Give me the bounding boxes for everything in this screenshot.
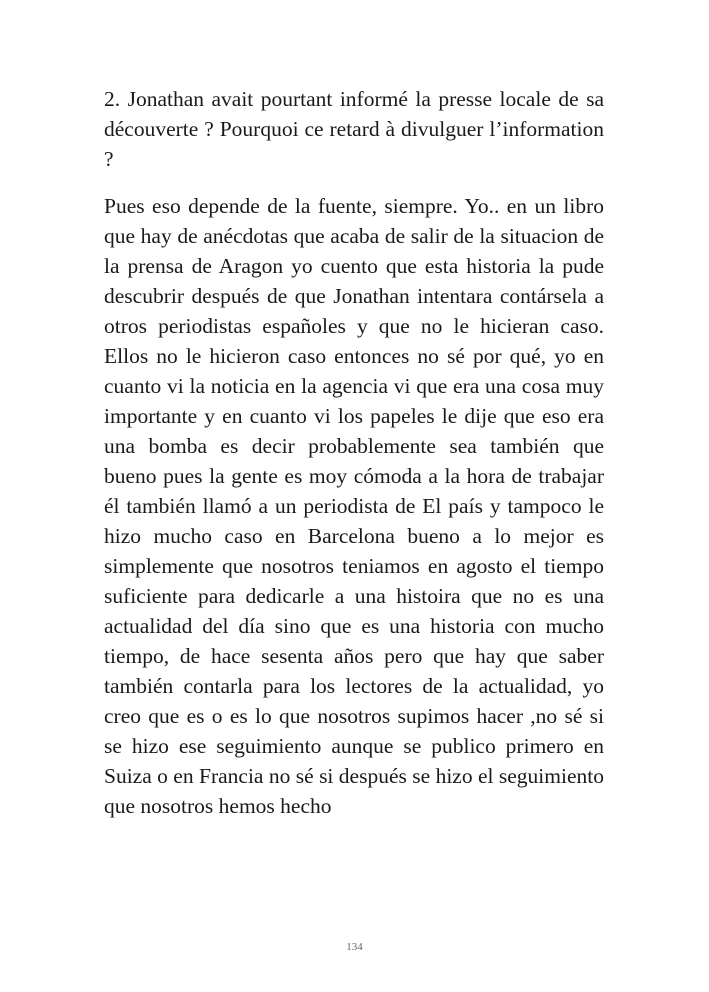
interview-answer: Pues eso depende de la fuente, siempre. Yo.. en un libro que hay de anécdotas que acaba de salir de la situacion de la prensa de Aragon yo cuento que esta historia la pude descubrir después de que Jonathan intentara contársela a otros periodistas españoles y que no le hicieran caso. Ellos no le hicieron caso entonces no sé por qué, yo en cuanto vi la noticia en la agencia vi que era una cosa muy importante y en cuanto vi los papeles le dije que eso era una bomba es decir probablemente sea también que bueno pues la gente es moy cómoda a la hora de trabajar él también llamó a un periodista de El país y tampoco le hizo mucho caso en Barcelona bueno a lo mejor es simplemente que nosotros teniamos en agosto el tiempo suficiente para dedicarle a una histoira que no es una actualidad del día sino que es una historia con mucho tiempo, de hace sesenta años pero que hay que saber también contarla para los lectores de la actualidad, yo creo que es o es lo que nosotros supimos hacer ,no sé si se hizo ese seguimiento aunque se publico primero en Suiza o en Francia no sé si después se hizo el seguimiento que nosotros hemos hecho [104,194,604,818]
page-body [104,84,604,821]
interview-question: 2. Jonathan avait pourtant informé la presse locale de sa découverte ? Pourquoi ce retard à divulguer l’information ? [104,87,604,171]
page-number: 134 [346,941,363,953]
